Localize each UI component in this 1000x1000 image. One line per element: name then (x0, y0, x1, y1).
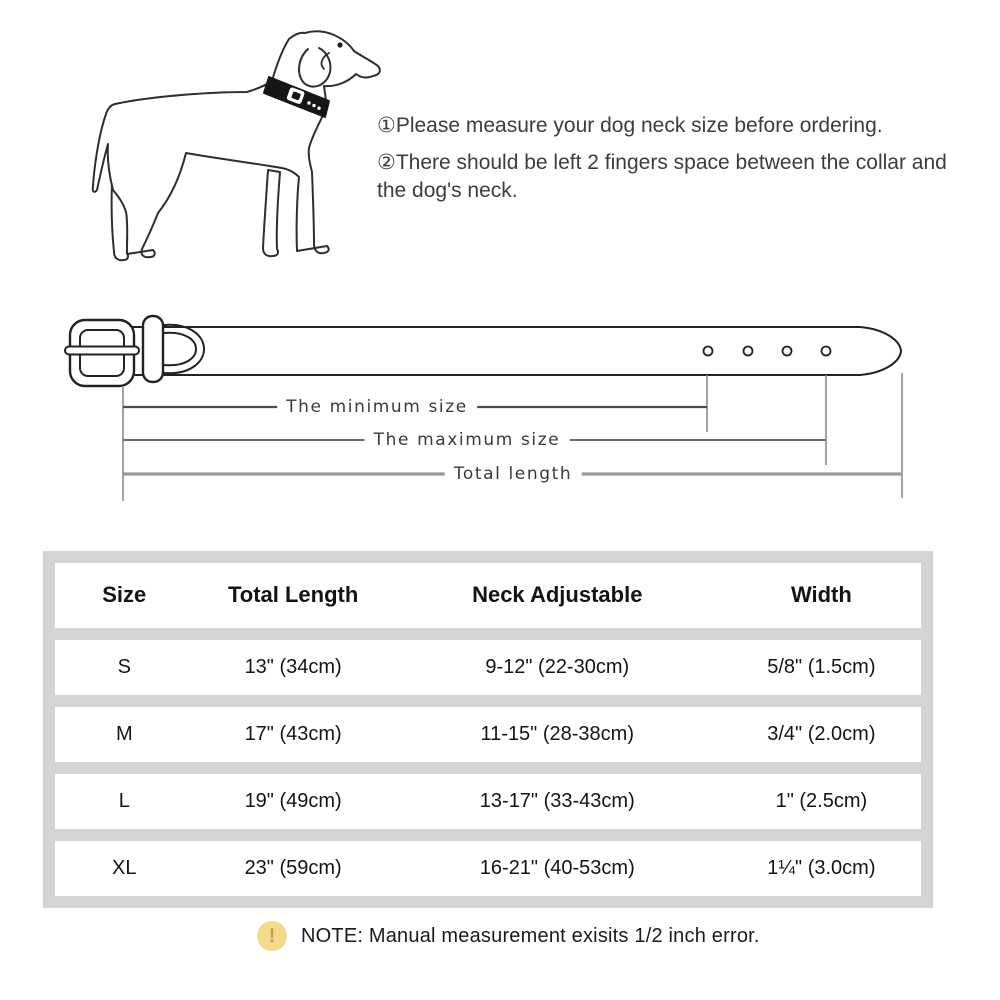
cell-neck: 11-15" (28-38cm) (480, 722, 634, 745)
measuring-instructions (377, 112, 959, 214)
table-row-s (55, 640, 921, 695)
cell-width: 5/8" (1.5cm) (767, 655, 876, 678)
cell-size: M (115, 722, 133, 745)
cell-neck: 9-12" (22-30cm) (485, 655, 630, 678)
collar-buckle-pin (65, 347, 139, 355)
cell-length: 13" (34cm) (244, 655, 342, 678)
measurement-note (257, 921, 760, 951)
instruction-1: ①Please measure your dog neck size before ordering. (377, 114, 883, 137)
header-size: Size (102, 582, 147, 608)
cell-length: 19" (49cm) (244, 789, 342, 812)
total-length-label: Total length (445, 464, 582, 484)
dog-ear (299, 48, 330, 87)
cell-width: 1" (2.5cm) (775, 789, 868, 812)
cell-width: 1¼" (3.0cm) (767, 856, 876, 879)
header-width: Width (790, 582, 852, 608)
header-neck-adjustable: Neck Adjustable (472, 582, 643, 608)
cell-length: 17" (43cm) (244, 722, 342, 745)
note-text: NOTE: Manual measurement exisits 1/2 inch error. (301, 924, 760, 947)
table-row-l (55, 774, 921, 829)
cell-size: XL (112, 856, 137, 879)
collar-keeper (143, 316, 163, 382)
dog-far-front-leg (263, 170, 280, 256)
exclamation-icon: ! (257, 921, 287, 951)
table-row-m (55, 707, 921, 762)
cell-width: 3/4" (2.0cm) (767, 722, 876, 745)
cell-size: L (118, 789, 130, 812)
dog-illustration (82, 22, 397, 292)
max-size-label: The maximum size (365, 430, 570, 450)
size-table (43, 551, 933, 908)
dog-body-outline (93, 31, 380, 257)
header-total-length: Total Length (227, 582, 359, 608)
min-size-label: The minimum size (277, 397, 477, 417)
size-table-header-row (55, 563, 921, 628)
table-row-xl (55, 841, 921, 896)
instruction-2: ②There should be left 2 fingers space between the collar and the dog's neck. (377, 150, 947, 202)
cell-size: S (117, 655, 131, 678)
dog-eye (337, 42, 342, 47)
cell-neck: 13-17" (33-43cm) (479, 789, 635, 812)
cell-length: 23" (59cm) (244, 856, 342, 879)
cell-neck: 16-21" (40-53cm) (479, 856, 635, 879)
collar-measurement-diagram (50, 303, 965, 510)
